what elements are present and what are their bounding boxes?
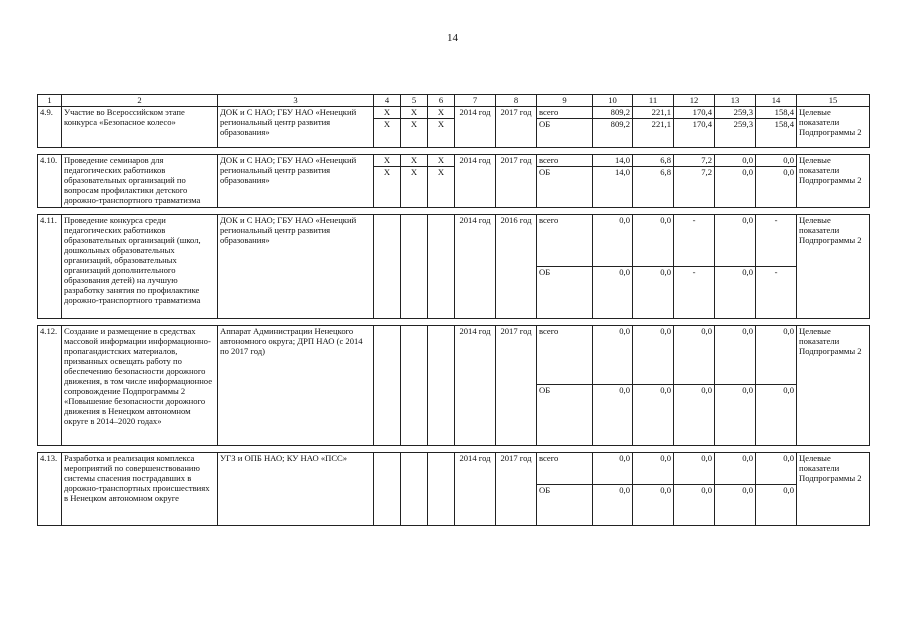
column-header: 10: [593, 95, 633, 107]
mark-cell: X: [428, 167, 455, 208]
value-cell: 0,0: [715, 385, 756, 446]
funding-source: всего: [537, 326, 593, 385]
value-cell: 0,0: [715, 167, 756, 208]
table-row: [38, 326, 870, 385]
value-cell: 221,1: [633, 107, 674, 119]
value-cell: 0,0: [633, 385, 674, 446]
value-cell: 6,8: [633, 167, 674, 208]
column-header: 5: [401, 95, 428, 107]
funding-source: всего: [537, 155, 593, 167]
target-indicators: Целевые показатели Подпрограммы 2: [797, 215, 870, 319]
row-gap: [38, 446, 870, 453]
column-header: 6: [428, 95, 455, 107]
value-cell: 7,2: [674, 155, 715, 167]
mark-cell: X: [401, 107, 428, 119]
funding-source: ОБ: [537, 267, 593, 319]
funding-source: ОБ: [537, 485, 593, 526]
target-indicators: Целевые показатели Подпрограммы 2: [797, 155, 870, 208]
mark-cell: X: [374, 167, 401, 208]
end-year: 2017 год: [496, 453, 537, 526]
column-header: 14: [756, 95, 797, 107]
page-number: 14: [447, 32, 458, 44]
value-cell: 0,0: [633, 453, 674, 485]
row-gap: [38, 319, 870, 326]
value-cell: 0,0: [593, 453, 633, 485]
mark-cell: X: [401, 155, 428, 167]
activity-name: Проведение семинаров для педагогических работников образовательных организаций по вопросам профилактики детского дорожно-транспортного травматизма: [62, 155, 218, 208]
value-cell: 0,0: [593, 326, 633, 385]
value-cell: 0,0: [674, 485, 715, 526]
value-cell: 0,0: [593, 485, 633, 526]
column-header: 9: [537, 95, 593, 107]
value-cell: 0,0: [633, 326, 674, 385]
value-cell: 158,4: [756, 107, 797, 119]
mark-cell: X: [401, 167, 428, 208]
value-cell: 0,0: [715, 326, 756, 385]
executor: ДОК и С НАО; ГБУ НАО «Ненецкий региональный центр развития образования»: [218, 215, 374, 319]
funding-source: ОБ: [537, 385, 593, 446]
row-gap: [38, 208, 870, 215]
value-cell: 0,0: [756, 485, 797, 526]
mark-cell: X: [374, 119, 401, 148]
value-cell: 0,0: [593, 267, 633, 319]
row-number: 4.13.: [38, 453, 62, 526]
activity-name: Участие во Всероссийском этапе конкурса «Безопасное колесо»: [62, 107, 218, 148]
mark-cell: [428, 215, 455, 319]
column-header: 15: [797, 95, 870, 107]
row-gap: [38, 148, 870, 155]
mark-cell: [401, 453, 428, 526]
executor: Аппарат Администрации Ненецкого автономного округа; ДРП НАО (с 2014 по 2017 год): [218, 326, 374, 446]
column-header: 2: [62, 95, 218, 107]
value-cell: 809,2: [593, 119, 633, 148]
mark-cell: X: [428, 119, 455, 148]
mark-cell: X: [374, 107, 401, 119]
table-row: [38, 107, 870, 119]
value-cell: 158,4: [756, 119, 797, 148]
funding-source: всего: [537, 215, 593, 267]
funding-source: ОБ: [537, 167, 593, 208]
value-cell: 0,0: [633, 215, 674, 267]
table-row: [38, 155, 870, 167]
executor: ДОК и С НАО; ГБУ НАО «Ненецкий региональный центр развития образования»: [218, 107, 374, 148]
value-cell: 0,0: [593, 385, 633, 446]
mark-cell: [374, 326, 401, 446]
funding-source: ОБ: [537, 119, 593, 148]
mark-cell: X: [401, 119, 428, 148]
target-indicators: Целевые показатели Подпрограммы 2: [797, 453, 870, 526]
value-cell: -: [756, 267, 797, 319]
column-header: 11: [633, 95, 674, 107]
row-number: 4.12.: [38, 326, 62, 446]
mark-cell: [374, 453, 401, 526]
start-year: 2014 год: [455, 155, 496, 208]
row-number: 4.11.: [38, 215, 62, 319]
value-cell: 0,0: [756, 326, 797, 385]
table-row: [38, 215, 870, 267]
funding-source: всего: [537, 453, 593, 485]
value-cell: 0,0: [715, 267, 756, 319]
value-cell: 170,4: [674, 119, 715, 148]
value-cell: 259,3: [715, 119, 756, 148]
start-year: 2014 год: [455, 107, 496, 148]
value-cell: 0,0: [674, 453, 715, 485]
value-cell: 0,0: [756, 167, 797, 208]
column-header: 13: [715, 95, 756, 107]
value-cell: 0,0: [674, 385, 715, 446]
mark-cell: [374, 215, 401, 319]
value-cell: -: [674, 215, 715, 267]
value-cell: 0,0: [756, 385, 797, 446]
end-year: 2017 год: [496, 107, 537, 148]
value-cell: 259,3: [715, 107, 756, 119]
value-cell: -: [674, 267, 715, 319]
mark-cell: X: [428, 155, 455, 167]
value-cell: 14,0: [593, 167, 633, 208]
value-cell: 170,4: [674, 107, 715, 119]
target-indicators: Целевые показатели Подпрограммы 2: [797, 326, 870, 446]
value-cell: 6,8: [633, 155, 674, 167]
end-year: 2017 год: [496, 155, 537, 208]
activity-name: Разработка и реализация комплекса мероприятий по совершенствованию системы спасения пострадавших в дорожно-транспортных происшествиях в Ненецком автономном округе: [62, 453, 218, 526]
value-cell: 0,0: [715, 453, 756, 485]
executor: УГЗ и ОПБ НАО; КУ НАО «ПСС»: [218, 453, 374, 526]
table-row: [38, 453, 870, 485]
start-year: 2014 год: [455, 453, 496, 526]
value-cell: 0,0: [715, 215, 756, 267]
column-header: 4: [374, 95, 401, 107]
mark-cell: X: [374, 155, 401, 167]
value-cell: 221,1: [633, 119, 674, 148]
activity-name: Создание и размещение в средствах массовой информации информационно-пропагандистских материалов, призванных освещать работу по обеспечению безопасности дорожного движения, в том числе информационное сопровождение Подпрограммы 2 «Повышение безопасности дорожного движения в Ненецком автономном округе в 2014–2020 годах»: [62, 326, 218, 446]
value-cell: -: [756, 215, 797, 267]
value-cell: 0,0: [756, 155, 797, 167]
mark-cell: X: [428, 107, 455, 119]
executor: ДОК и С НАО; ГБУ НАО «Ненецкий региональный центр развития образования»: [218, 155, 374, 208]
column-header: 12: [674, 95, 715, 107]
row-number: 4.9.: [38, 107, 62, 148]
value-cell: 809,2: [593, 107, 633, 119]
value-cell: 14,0: [593, 155, 633, 167]
target-indicators: Целевые показатели Подпрограммы 2: [797, 107, 870, 148]
mark-cell: [428, 326, 455, 446]
header-row: [38, 95, 870, 107]
column-header: 3: [218, 95, 374, 107]
value-cell: 0,0: [715, 485, 756, 526]
value-cell: 0,0: [633, 267, 674, 319]
start-year: 2014 год: [455, 326, 496, 446]
value-cell: 0,0: [633, 485, 674, 526]
mark-cell: [428, 453, 455, 526]
funding-source: всего: [537, 107, 593, 119]
row-number: 4.10.: [38, 155, 62, 208]
column-header: 1: [38, 95, 62, 107]
start-year: 2014 год: [455, 215, 496, 319]
column-header: 7: [455, 95, 496, 107]
value-cell: 0,0: [715, 155, 756, 167]
value-cell: 7,2: [674, 167, 715, 208]
mark-cell: [401, 326, 428, 446]
end-year: 2017 год: [496, 326, 537, 446]
value-cell: 0,0: [593, 215, 633, 267]
value-cell: 0,0: [756, 453, 797, 485]
program-table: [37, 94, 870, 526]
mark-cell: [401, 215, 428, 319]
activity-name: Проведение конкурса среди педагогических работников образовательных организаций (школ, дошкольных образовательных организаций, образовательных организаций дополнительного образования детей) на лучшую разработку занятия по профилактике дорожно-транспортного травматизма: [62, 215, 218, 319]
end-year: 2016 год: [496, 215, 537, 319]
column-header: 8: [496, 95, 537, 107]
value-cell: 0,0: [674, 326, 715, 385]
